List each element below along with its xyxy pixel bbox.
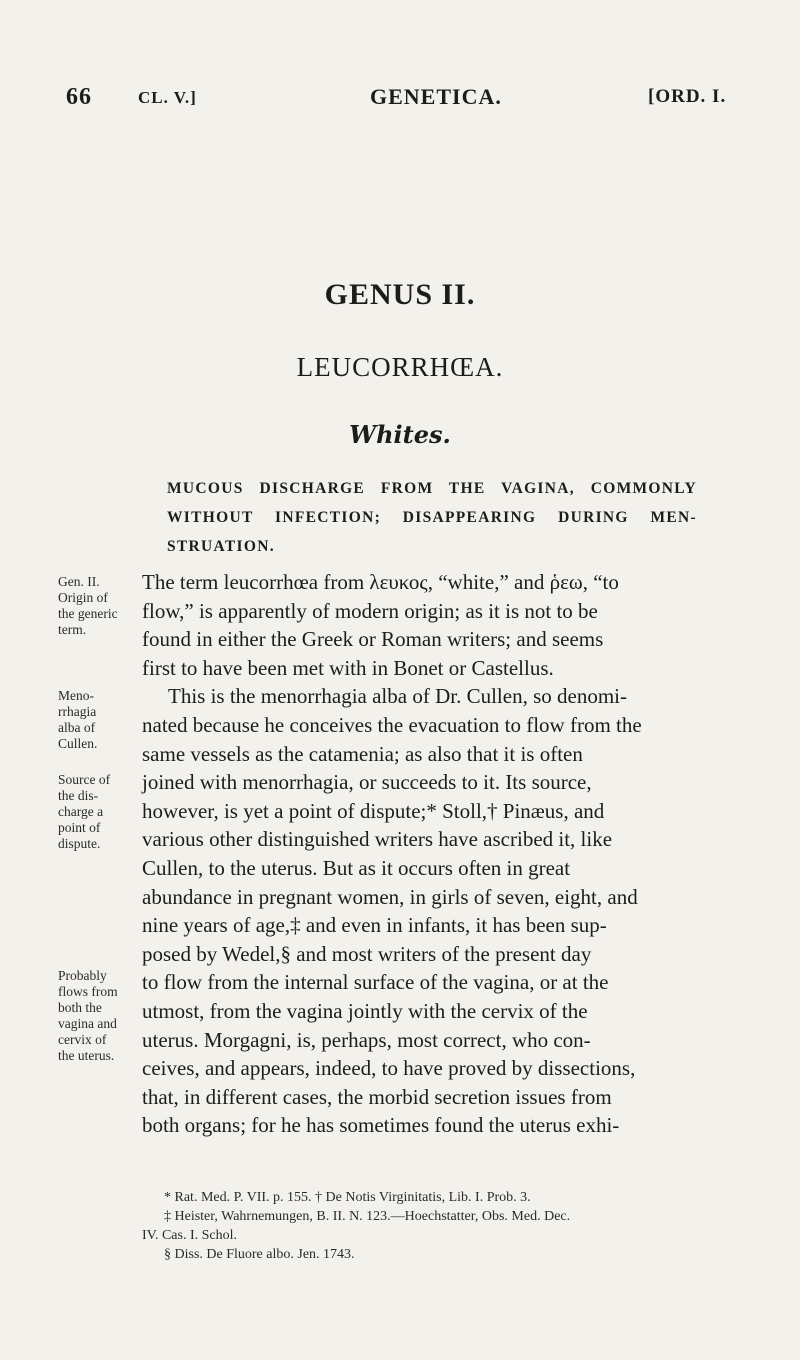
body-line: flow,” is apparently of modern origin; as it is not to be [142, 598, 598, 623]
body-line: abundance in pregnant women, in girls of seven, eight, and [142, 884, 638, 909]
margin-note-line: vagina and [58, 1016, 117, 1031]
running-head [0, 84, 800, 114]
body-line: nine years of age,‡ and even in infants, it has been sup- [142, 913, 607, 938]
body-line: that, in different cases, the morbid secretion issues from [142, 1084, 612, 1109]
body-line: Cullen, to the uterus. But as it occurs often in great [142, 855, 571, 880]
genus-heading: GENUS II. [324, 278, 476, 311]
margin-note-line: cervix of [58, 1032, 107, 1047]
order-label: [ORD. I. [648, 86, 727, 107]
margin-note-line: alba of [58, 720, 96, 735]
body-line: however, is yet a point of dispute;* Stoll,† Pinæus, and [142, 798, 605, 823]
genus-definition: MUCOUS DISCHARGE FROM THE VAGINA, COMMONLY WITHOUT INFECTION; DISAPPEARING DURING MEN-STRUATION. [167, 480, 697, 555]
body-line: nated because he conceives the evacuation to flow from the [142, 712, 642, 737]
body-line: This is the menorrhagia alba of Dr. Cullen, so denomi- [168, 684, 627, 709]
body-line: various other distinguished writers have ascribed it, like [142, 827, 613, 852]
margin-note-line: flows from [58, 984, 118, 999]
body-line: both organs; for he has sometimes found the uterus exhi- [142, 1113, 620, 1138]
body-text [142, 568, 732, 1140]
margin-note-line: Probably [58, 968, 107, 983]
margin-note-line: charge a [58, 804, 104, 819]
body-line: ceives, and appears, indeed, to have proved by dissections, [142, 1056, 636, 1081]
margin-note-line: rrhagia [58, 704, 97, 719]
body-line: utmost, from the vagina jointly with the cervix of the [142, 998, 588, 1023]
margin-note-line: Gen. II. [58, 574, 100, 589]
margin-note-source [58, 772, 138, 852]
margin-note-line: dispute. [58, 836, 101, 851]
margin-note-line: Cullen. [58, 736, 98, 751]
body-line: The term leucorrhœa from λευκος, “white,” and ῥεω, “to [142, 570, 619, 594]
body-line: found in either the Greek or Roman writers; and seems [142, 627, 604, 652]
footnote: * Rat. Med. P. VII. p. 155. † De Notis Virginitatis, Lib. I. Prob. 3. [164, 1190, 531, 1205]
margin-note-line: the uterus. [58, 1048, 115, 1063]
body-line: uterus. Morgagni, is, perhaps, most correct, who con- [142, 1027, 591, 1052]
body-line: joined with menorrhagia, or succeeds to it. Its source, [142, 770, 592, 795]
body-line: to flow from the internal surface of the vagina, or at the [142, 970, 609, 995]
margin-note-line: Source of [58, 772, 111, 787]
english-name: Whites. [349, 420, 451, 449]
margin-note-line: point of [58, 820, 101, 835]
margin-note-line: the dis- [58, 788, 99, 803]
page-number: 66 [66, 84, 92, 110]
running-title: GENETICA. [370, 84, 502, 109]
footnote: IV. Cas. I. Schol. [142, 1228, 238, 1243]
footnote: ‡ Heister, Wahrnemungen, B. II. N. 123.—Hoechstatter, Obs. Med. Dec. [164, 1209, 571, 1224]
body-line: same vessels as the catamenia; as also that it is often [142, 741, 583, 766]
body-line: posed by Wedel,§ and most writers of the present day [142, 941, 592, 966]
margin-note-origin [58, 574, 138, 638]
class-label: CL. V.] [138, 88, 197, 107]
footnotes [142, 1188, 742, 1264]
margin-note-line: Meno- [58, 688, 94, 703]
margin-note-line: the generic [58, 606, 118, 621]
margin-note-probably [58, 968, 138, 1064]
margin-note-line: both the [58, 1000, 102, 1015]
footnote: § Diss. De Fluore albo. Jen. 1743. [164, 1247, 355, 1262]
margin-note-line: Origin of [58, 590, 108, 605]
body-line: first to have been met with in Bonet or Castellus. [142, 655, 554, 680]
margin-note-menorrhagia [58, 688, 138, 752]
margin-note-line: term. [58, 622, 87, 637]
genus-name: LEUCORRHŒA. [296, 352, 504, 382]
